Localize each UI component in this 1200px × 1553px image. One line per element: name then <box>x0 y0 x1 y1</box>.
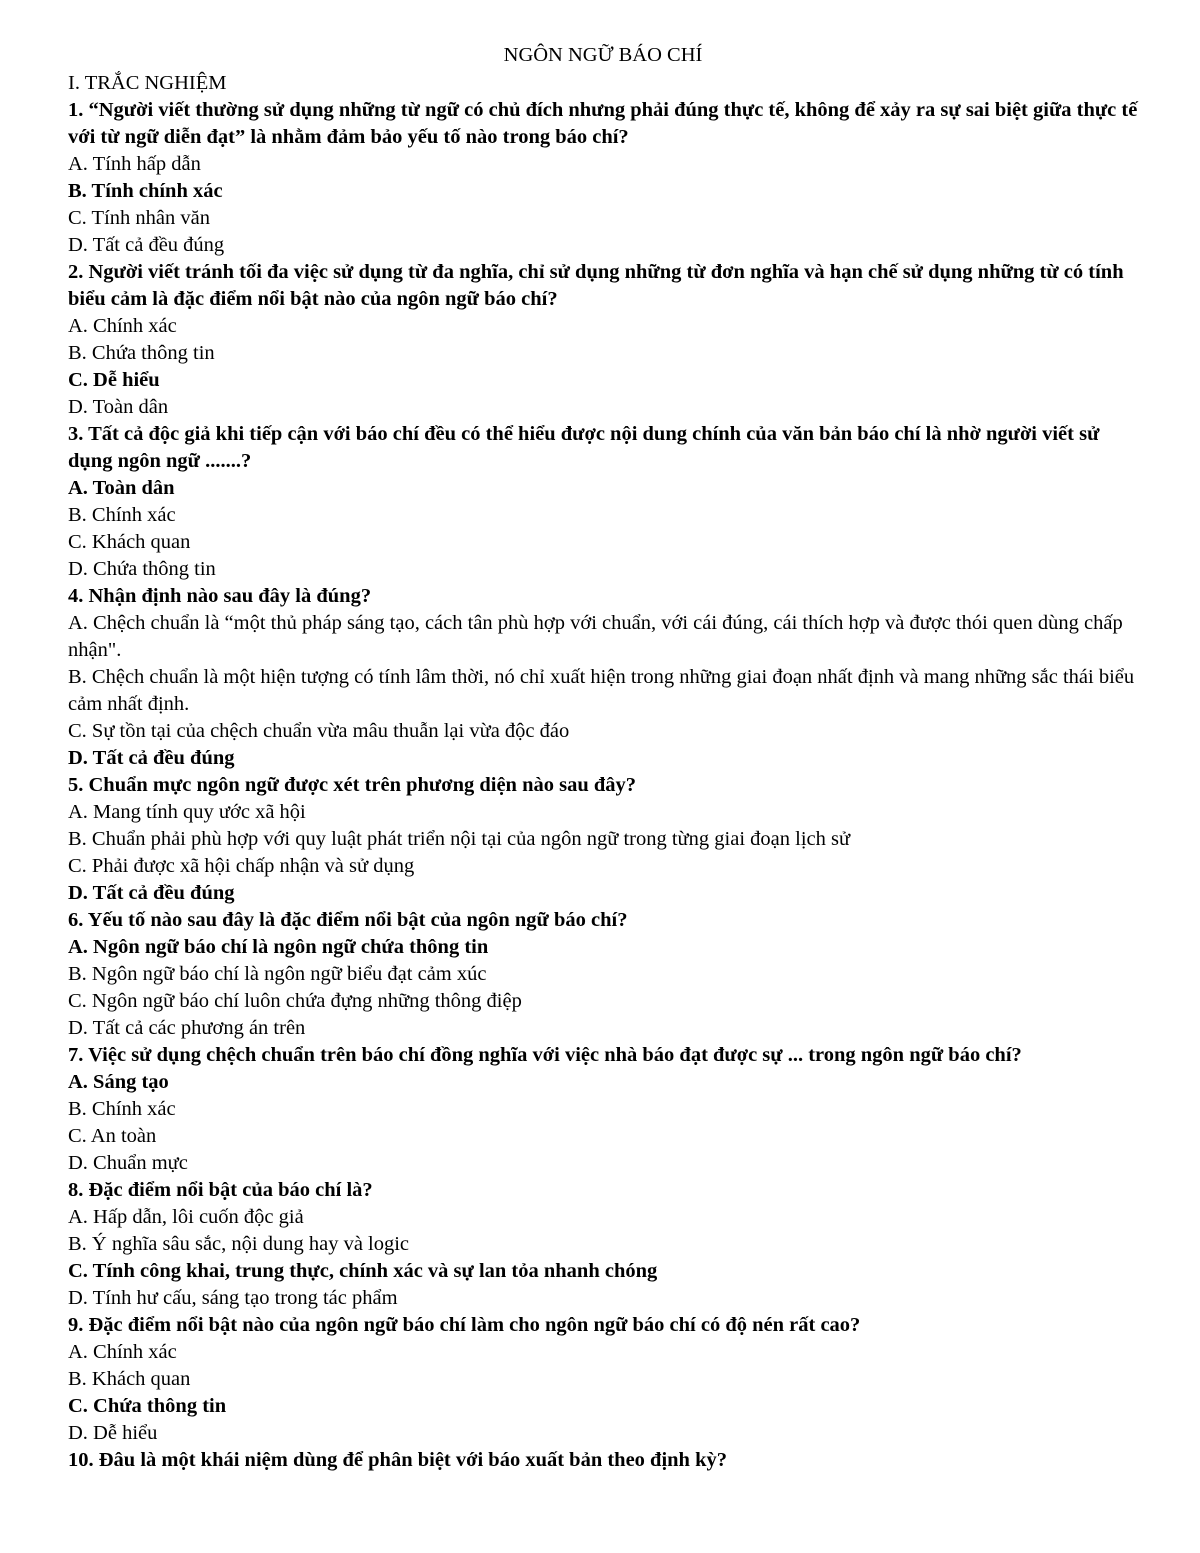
question-text: 2. Người viết tránh tối đa việc sử dụng từ đa nghĩa, chỉ sử dụng những từ đơn nghĩa và hạn chế sử dụng những từ có tính biểu cảm là đặc điểm nổi bật nào của ngôn ngữ báo chí? <box>68 261 1124 310</box>
question-text: 3. Tất cả độc giả khi tiếp cận với báo chí đều có thể hiểu được nội dung chính của văn bản báo chí là nhờ người viết sử dụng ngôn ngữ .......? <box>68 423 1100 472</box>
document-title: NGÔN NGỮ BÁO CHÍ <box>503 44 703 66</box>
answer-option-correct: D. Tất cả đều đúng <box>68 747 235 769</box>
answer-option: C. An toàn <box>68 1125 157 1147</box>
answer-option-correct: D. Tất cả đều đúng <box>68 882 235 904</box>
answer-option: B. Chệch chuẩn là một hiện tượng có tính lâm thời, nó chỉ xuất hiện trong những giai đoạn nhất định và mang những sắc thái biểu cảm nhất định. <box>68 666 1135 715</box>
answer-option-correct: C. Tính công khai, trung thực, chính xác và sự lan tỏa nhanh chóng <box>68 1260 658 1282</box>
answer-option-correct: A. Toàn dân <box>68 477 175 499</box>
question-text: 10. Đâu là một khái niệm dùng để phân biệt với báo xuất bản theo định kỳ? <box>68 1449 727 1471</box>
answer-option: A. Mang tính quy ước xã hội <box>68 801 306 823</box>
answer-option: C. Sự tồn tại của chệch chuẩn vừa mâu thuẫn lại vừa độc đáo <box>68 720 570 742</box>
answer-option: C. Tính nhân văn <box>68 207 210 229</box>
answer-option: C. Khách quan <box>68 531 191 553</box>
question-block <box>68 1447 1138 1474</box>
question-text: 5. Chuẩn mực ngôn ngữ được xét trên phương diện nào sau đây? <box>68 774 637 796</box>
question-text: 6. Yếu tố nào sau đây là đặc điểm nổi bật của ngôn ngữ báo chí? <box>68 909 628 931</box>
question-text: 7. Việc sử dụng chệch chuẩn trên báo chí đồng nghĩa với việc nhà báo đạt được sự ... trong ngôn ngữ báo chí? <box>68 1044 1022 1066</box>
question-list <box>68 97 1138 1474</box>
question-block <box>68 97 1138 259</box>
question-text: 9. Đặc điểm nổi bật nào của ngôn ngữ báo chí làm cho ngôn ngữ báo chí có độ nén rất cao? <box>68 1314 861 1336</box>
answer-option: C. Ngôn ngữ báo chí luôn chứa đựng những thông điệp <box>68 990 522 1012</box>
question-text: 4. Nhận định nào sau đây là đúng? <box>68 585 372 607</box>
question-text: 1. “Người viết thường sử dụng những từ ngữ có chủ đích nhưng phải đúng thực tế, không để xảy ra sự sai biệt giữa thực tế với từ ngữ diễn đạt” là nhằm đảm bảo yếu tố nào trong báo chí? <box>68 99 1138 148</box>
question-block <box>68 1177 1138 1312</box>
answer-option: A. Hấp dẫn, lôi cuốn độc giả <box>68 1206 304 1228</box>
answer-option: D. Tính hư cấu, sáng tạo trong tác phẩm <box>68 1287 398 1309</box>
answer-option: B. Chuẩn phải phù hợp với quy luật phát triển nội tại của ngôn ngữ trong từng giai đoạn lịch sử <box>68 828 851 850</box>
answer-option: B. Chính xác <box>68 504 176 526</box>
document-page <box>68 40 1138 1474</box>
section-heading: I. TRẮC NGHIỆM <box>68 72 227 94</box>
answer-option: D. Tất cả các phương án trên <box>68 1017 306 1039</box>
answer-option-correct: B. Tính chính xác <box>68 180 223 202</box>
answer-option-correct: A. Ngôn ngữ báo chí là ngôn ngữ chứa thông tin <box>68 936 489 958</box>
answer-option: A. Chính xác <box>68 1341 177 1363</box>
answer-option-correct: C. Dễ hiểu <box>68 369 160 391</box>
question-block <box>68 1042 1138 1177</box>
answer-option: D. Chuẩn mực <box>68 1152 188 1174</box>
answer-option: B. Chính xác <box>68 1098 176 1120</box>
question-block <box>68 421 1138 583</box>
answer-option: B. Ý nghĩa sâu sắc, nội dung hay và logic <box>68 1233 410 1255</box>
question-block <box>68 772 1138 907</box>
answer-option: D. Chứa thông tin <box>68 558 216 580</box>
answer-option: A. Chệch chuẩn là “một thủ pháp sáng tạo, cách tân phù hợp với chuẩn, với cái đúng, cái thích hợp và được thói quen dùng chấp nhận". <box>68 612 1123 661</box>
answer-option: D. Tất cả đều đúng <box>68 234 225 256</box>
answer-option: C. Phải được xã hội chấp nhận và sử dụng <box>68 855 415 877</box>
question-block <box>68 907 1138 1042</box>
answer-option-correct: A. Sáng tạo <box>68 1071 169 1093</box>
answer-option: D. Toàn dân <box>68 396 169 418</box>
question-text: 8. Đặc điểm nổi bật của báo chí là? <box>68 1179 373 1201</box>
question-block <box>68 1312 1138 1447</box>
answer-option-correct: C. Chứa thông tin <box>68 1395 227 1417</box>
answer-option: A. Chính xác <box>68 315 177 337</box>
answer-option: D. Dễ hiểu <box>68 1422 158 1444</box>
question-block <box>68 583 1138 772</box>
question-block <box>68 259 1138 421</box>
answer-option: A. Tính hấp dẫn <box>68 153 201 175</box>
answer-option: B. Ngôn ngữ báo chí là ngôn ngữ biểu đạt cảm xúc <box>68 963 487 985</box>
answer-option: B. Khách quan <box>68 1368 191 1390</box>
answer-option: B. Chứa thông tin <box>68 342 215 364</box>
